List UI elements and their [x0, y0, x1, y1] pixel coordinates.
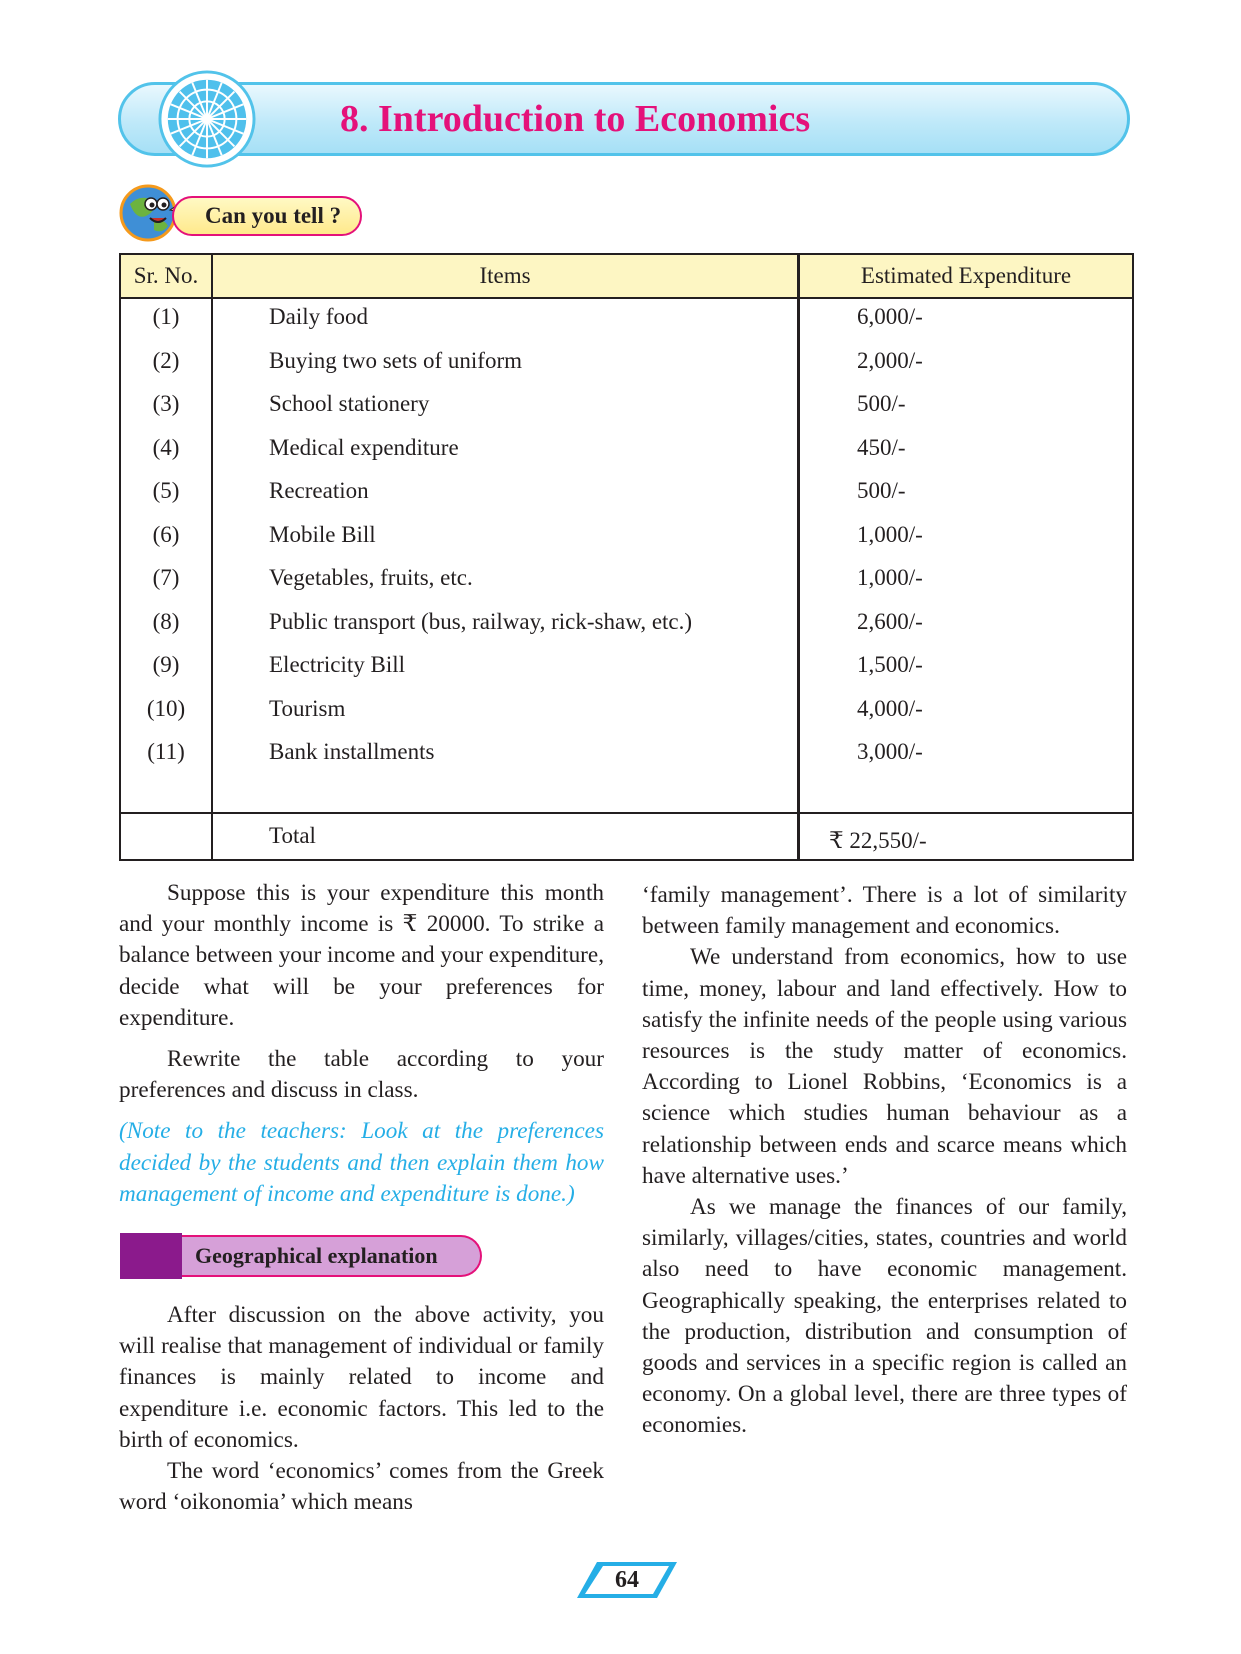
row-item: Buying two sets of uniform — [269, 347, 522, 373]
paragraph: The word ‘economics’ comes from the Greek word ‘oikonomia’ which means — [119, 1458, 604, 1516]
total-amount: ₹ 22,550/- — [829, 828, 927, 853]
row-item: Bank installments — [269, 739, 435, 764]
row-sr-no: (1) — [152, 304, 180, 329]
paragraph: ‘family management’. There is a lot of similarity between family management and economics. — [642, 882, 1127, 940]
paragraph: We understand from economics, how to use time, money, labour and land effectively. How to satisfy the infinite needs of the people using various resources is the study matter of economics. According to Lionel Robbins, ‘Economics is a science which studies human behaviour as a relationship between ends and scarce means which have alternative uses.’ — [642, 944, 1127, 1189]
row-amount: 1,000/- — [857, 565, 923, 590]
row-sr-no: (5) — [152, 478, 180, 503]
row-amount: 4,000/- — [857, 695, 923, 721]
row-item: Tourism — [269, 695, 346, 721]
page-number: 64 — [615, 1567, 639, 1593]
row-amount: 2,600/- — [857, 608, 923, 634]
row-amount: 6,000/- — [857, 304, 923, 329]
row-amount: 3,000/- — [857, 739, 923, 764]
section-bar — [120, 1233, 182, 1279]
chapter-title: 8. Introduction to Economics — [340, 98, 811, 140]
expenditure-table — [119, 253, 1134, 861]
row-sr-no: (4) — [152, 434, 180, 460]
row-amount: 1,000/- — [857, 521, 923, 547]
globe-icon — [158, 70, 256, 168]
header-expenditure: Estimated Expenditure — [860, 263, 1072, 288]
right-column — [642, 880, 1127, 1442]
row-amount: 2,000/- — [857, 347, 923, 373]
total-label: Total — [269, 823, 316, 848]
row-item: Medical expenditure — [269, 434, 459, 460]
row-amount: 500/- — [857, 391, 906, 416]
row-item: Electricity Bill — [269, 652, 406, 677]
header-items: Items — [479, 263, 531, 288]
row-item: Vegetables, fruits, etc. — [269, 565, 473, 590]
row-sr-no: (10) — [146, 695, 186, 721]
row-sr-no: (2) — [152, 347, 180, 373]
row-item: Public transport (bus, railway, rick-shaw, etc.) — [269, 608, 693, 634]
paragraph: Rewrite the table according to your preferences and discuss in class. — [119, 1046, 604, 1104]
row-item: School stationery — [269, 391, 430, 416]
total-divider — [121, 812, 1132, 814]
row-sr-no: (7) — [152, 565, 180, 590]
paragraph: As we manage the finances of our family, similarly, villages/cities, states, countries and world also need to have economic management. Geographically speaking, the enterprises related to the production, distribution and consumption of goods and services in a specific region is called an economy. On a global level, there are three types of economies. — [642, 1194, 1127, 1439]
row-sr-no: (6) — [152, 521, 180, 547]
row-amount: 1,500/- — [857, 652, 923, 677]
row-item: Mobile Bill — [269, 521, 376, 547]
row-item: Recreation — [269, 478, 369, 503]
left-column-lower — [119, 1300, 604, 1518]
row-sr-no: (3) — [152, 391, 180, 416]
can-you-tell-label: Can you tell ? — [205, 203, 342, 228]
column-divider — [797, 255, 800, 859]
row-amount: 500/- — [857, 478, 906, 503]
paragraph: After discussion on the above activity, you will realise that management of individual or family finances is mainly related to income and expenditure i.e. economic factors. This led to the birth of economics. — [119, 1302, 604, 1453]
row-sr-no: (9) — [152, 652, 180, 677]
section-heading: Geographical explanation — [195, 1243, 438, 1268]
row-sr-no: (8) — [152, 608, 180, 634]
left-column — [119, 878, 604, 1210]
paragraph: Suppose this is your expenditure this month and your monthly income is ₹ 20000. To strike a balance between your income and your expenditure, decide what will be your preferences for expenditure. — [119, 880, 604, 1031]
column-divider — [211, 255, 213, 859]
teacher-note: (Note to the teachers: Look at the preferences decided by the students and then explain them how management of income and expenditure is done.) — [119, 1118, 604, 1207]
row-item: Daily food — [269, 304, 369, 329]
row-amount: 450/- — [857, 434, 906, 460]
row-sr-no: (11) — [147, 739, 185, 764]
header-sr-no: Sr. No. — [133, 263, 199, 288]
